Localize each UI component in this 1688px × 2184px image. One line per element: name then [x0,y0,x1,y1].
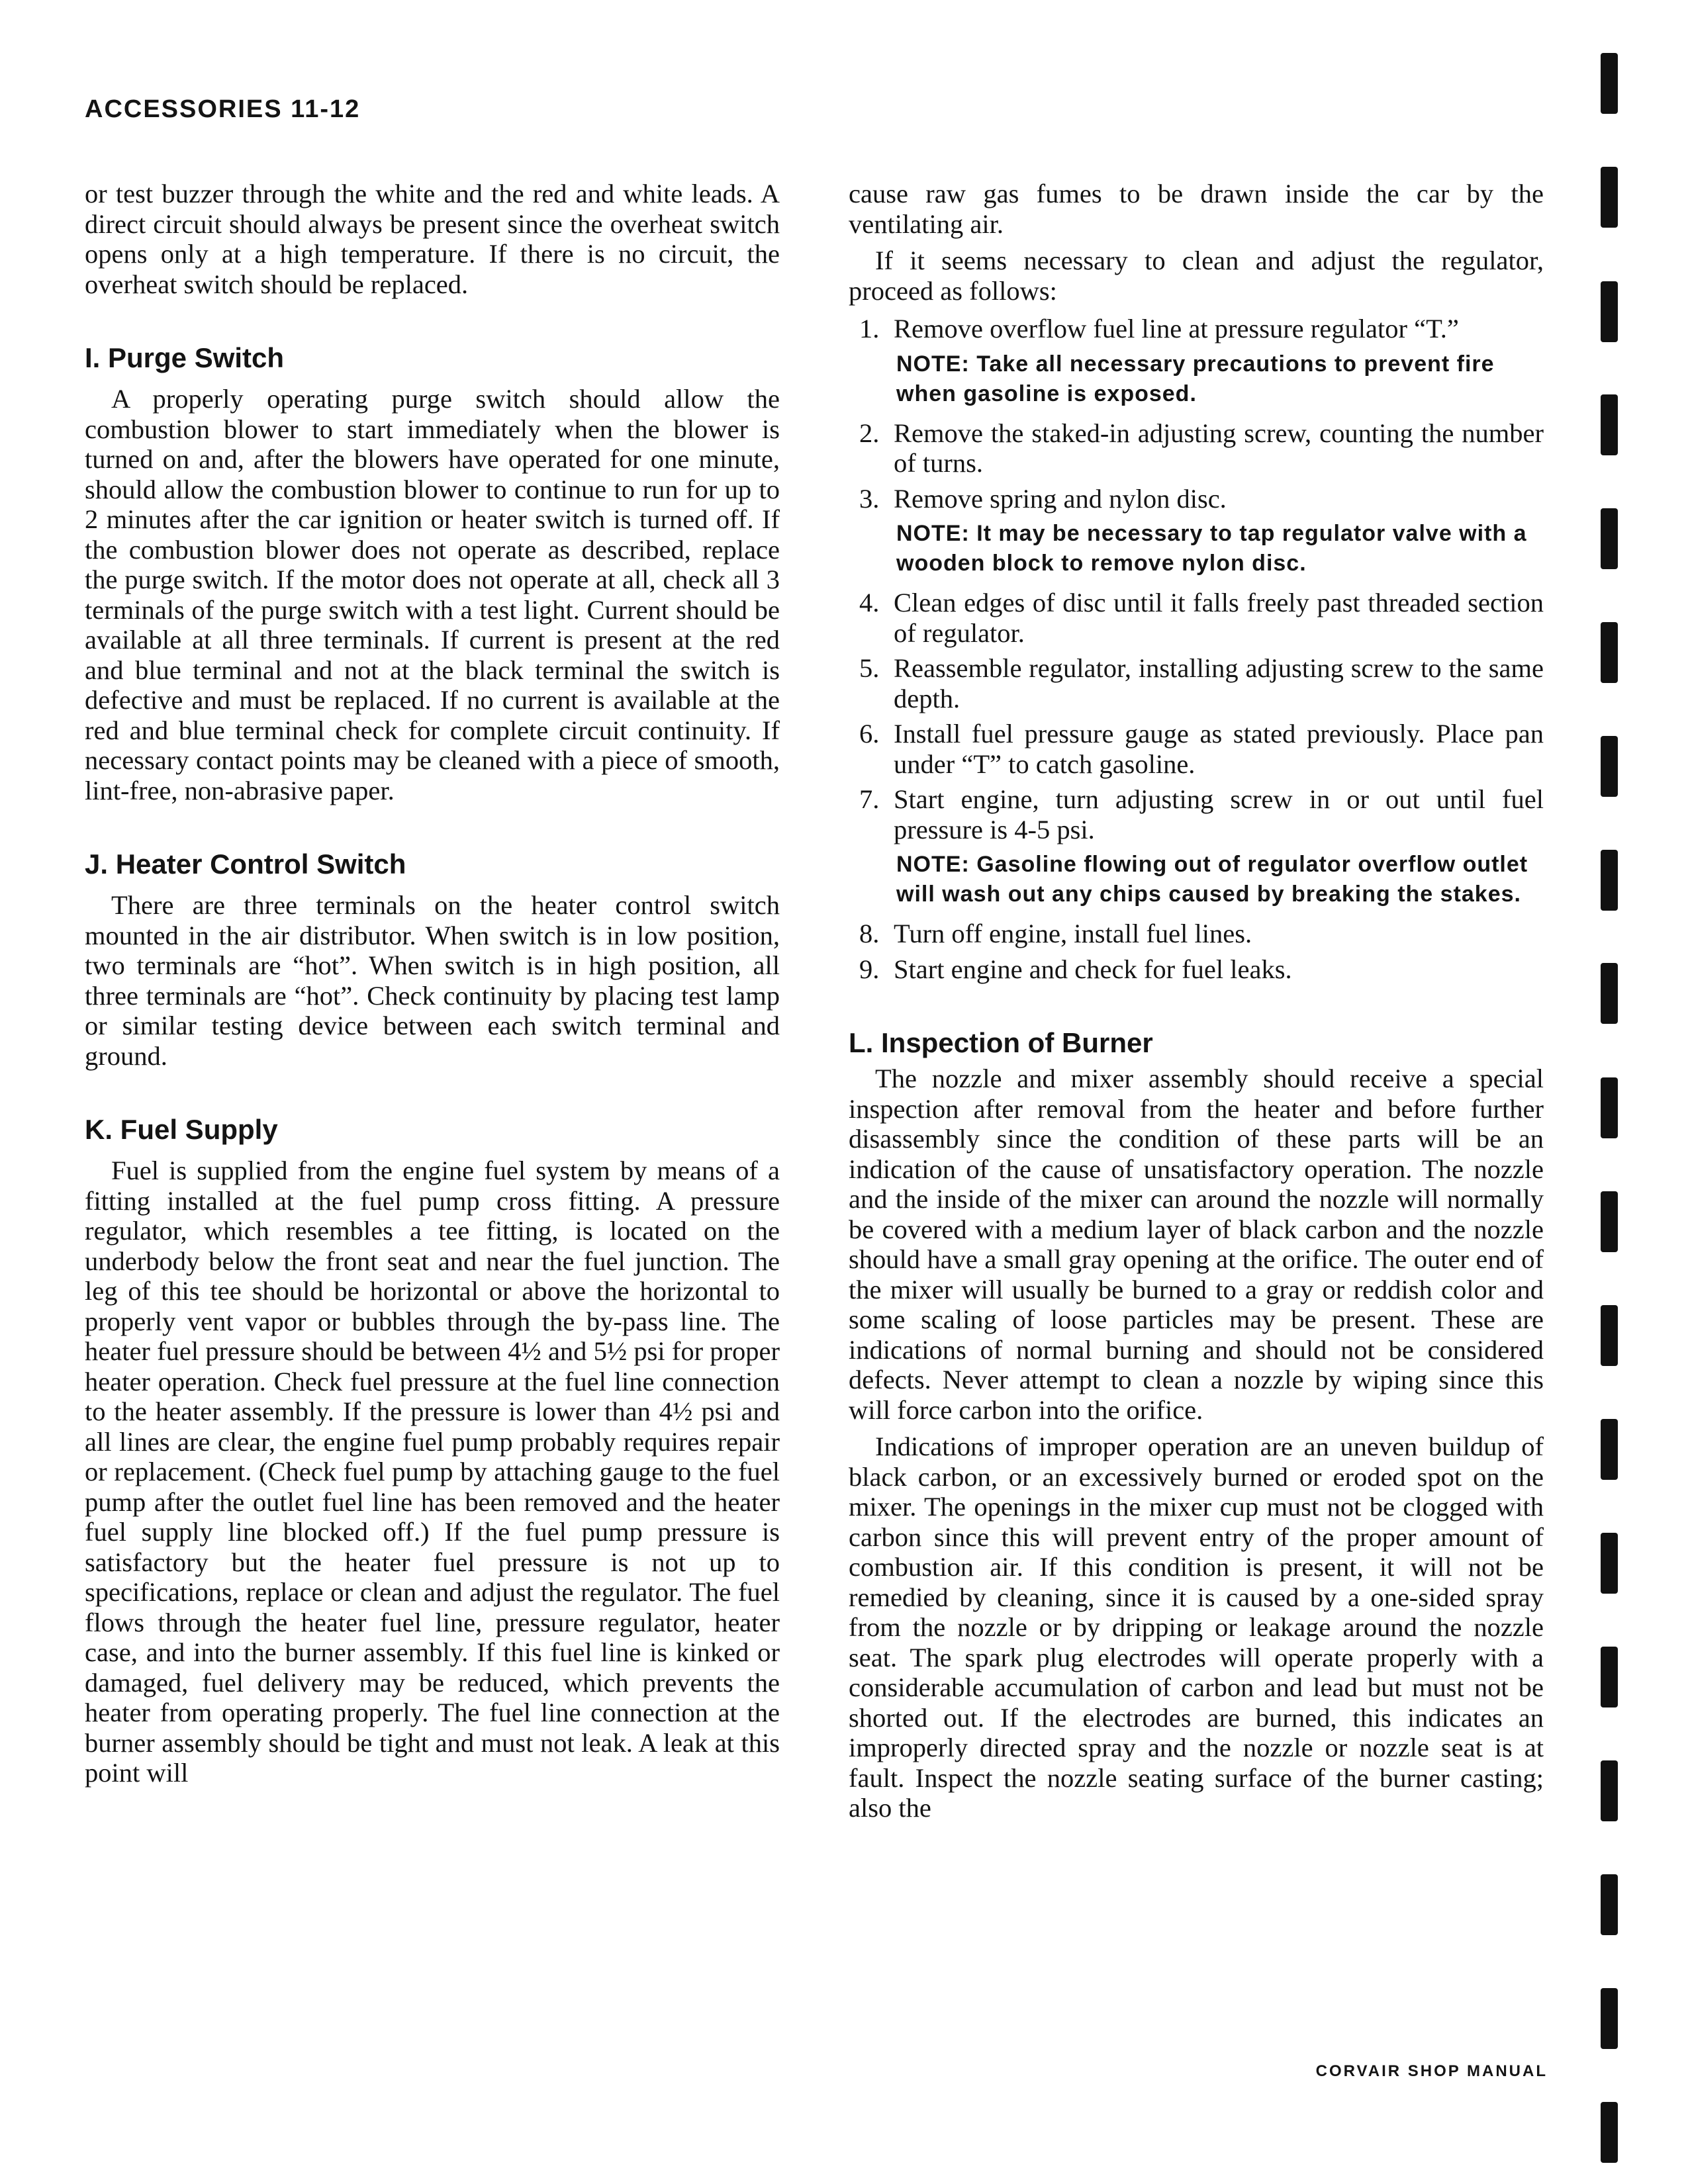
section-heading-heater-control-switch: J. Heater Control Switch [85,848,406,880]
revision-bar [1601,850,1618,911]
inspection-paragraph-2: Indications of improper operation are an uneven buildup of black carbon, or an excessively burned or eroded spot on the mixer. The openings in the mixer cup must not be clogged with carbon since this will prevent entry of the proper amount of combustion air. If this condition is present, it will not be remedied by cleaning, since it is caused by a one-sided spray from the nozzle or by dripping or leakage around the nozzle seat. The spark plug electrodes will operate properly with a considerable accumulation of carbon and lead but must not be shorted out. If the electrodes are burned, this indicates an improperly directed spray and the nozzle or nozzle seat is at fault. Inspect the nozzle seating surface of the burner casting; also the [849,1432,1544,1823]
step-text: Turn off engine, install fuel lines. [894,919,1252,948]
revision-bar [1601,1874,1618,1935]
step-note: NOTE: Take all necessary precautions to prevent fire when gasoline is exposed. [896,351,1495,406]
revision-bar [1601,508,1618,569]
revision-bar [1601,2102,1618,2163]
step-text: Install fuel pressure gauge as stated previously. Place pan under “T” to catch gasoline. [894,719,1544,779]
procedure-step [849,484,1544,514]
revision-bar [1601,167,1618,228]
procedure-step [849,588,1544,648]
step-text: Start engine and check for fuel leaks. [894,954,1292,984]
step-number: 3. [859,483,880,514]
step-number: 2. [859,418,880,448]
step-text: Start engine, turn adjusting screw in or out until fuel pressure is 4-5 psi. [894,784,1544,844]
inspection-paragraph-1: The nozzle and mixer assembly should receive a special inspection after removal from the heater and before further disassembly since the condition of these parts will be an indication of the cause of unsatisfactory operation. The nozzle and the inside of the mixer can around the nozzle will normally be covered with a medium layer of black carbon and the nozzle should have a small gray opening at the orifice. The outer end of the mixer will usually be burned to a gray or reddish color and some scaling of loose particles may be present. These are indications of normal burning and should not be considered defects. Never attempt to clean a nozzle by wiping since this will force carbon into the orifice. [849,1064,1544,1425]
revision-bar [1601,53,1618,114]
section-heading-fuel-supply: K. Fuel Supply [85,1114,278,1145]
procedure-step [849,653,1544,713]
step-text: Remove spring and nylon disc. [894,483,1227,514]
procedure-steps [849,314,1544,984]
revision-bar [1601,1419,1618,1480]
step-text: Clean edges of disc until it falls freely past threaded section of regulator. [894,588,1544,648]
procedure-step [849,954,1544,985]
step-number: 1. [859,314,880,343]
step-number: 4. [859,588,880,617]
section-heading-inspection-of-burner: L. Inspection of Burner [849,1027,1153,1058]
revision-bar [1601,1647,1618,1707]
revision-bar [1601,736,1618,797]
step-number: 7. [859,784,880,814]
step-text: Remove overflow fuel line at pressure regulator “T.” [894,314,1459,343]
revision-bar [1601,963,1618,1024]
revision-bar [1601,394,1618,455]
revision-bar [1601,622,1618,683]
revision-bar [1601,1533,1618,1594]
footer-manual-title: CORVAIR SHOP MANUAL [1315,2062,1548,2080]
step-text: Remove the staked-in adjusting screw, counting the number of turns. [894,418,1544,478]
page-header: ACCESSORIES 11-12 [85,95,361,123]
revision-bar [1601,281,1618,342]
section-heading-purge-switch: I. Purge Switch [85,342,285,373]
revision-bar [1601,1988,1618,2049]
revision-bar [1601,1077,1618,1138]
intro-paragraph: or test buzzer through the white and the red and white leads. A direct circuit should always be present since the overheat switch opens only at a high temperature. If there is no circuit, the overheat switch should be replaced. [85,179,780,299]
right-column [849,179,1544,1823]
step-note: NOTE: It may be necessary to tap regulator valve with a wooden block to remove nylon disc. [896,521,1527,576]
step-number: 6. [859,719,880,749]
procedure-step [849,784,1544,844]
procedure-step [849,719,1544,779]
continuation-paragraph: cause raw gas fumes to be drawn inside the car by the ventilating air. [849,179,1544,239]
procedure-step [849,314,1544,344]
revision-bar [1601,1760,1618,1821]
step-note: NOTE: Gasoline flowing out of regulator overflow outlet will wash out any chips caused by breaking the stakes. [896,852,1528,907]
revision-bar [1601,1305,1618,1366]
procedure-step [849,919,1544,949]
fuel-supply-paragraph: Fuel is supplied from the engine fuel system by means of a fitting installed at the fuel pump cross fitting. A pressure regulator, which resembles a tee fitting, is located on the underbody below the front seat and near the fuel junction. The leg of this tee should be horizontal or above the horizontal to properly vent vapor or bubbles through the by-pass line. The heater fuel pressure should be between 4½ and 5½ psi for proper heater operation. Check fuel pressure at the fuel line connection to the heater assembly. If the pressure is lower than 4½ psi and all lines are clear, the engine fuel pump probably requires repair or replacement. (Check fuel pump by attaching gauge to the fuel pump after the outlet fuel line has been removed and the heater fuel supply line blocked off.) If the fuel pump pressure is satisfactory but the heater fuel pressure is not up to specifications, replace or clean and adjust the regulator. The fuel flows through the heater fuel line, pressure regulator, heater case, and into the burner assembly. If this fuel line is kinked or damaged, fuel delivery may be reduced, which prevents the heater from operating properly. The fuel line connection at the burner assembly should be tight and must not leak. A leak at this point will [85,1156,780,1788]
left-column [85,179,780,1788]
revision-bar [1601,1191,1618,1252]
step-number: 8. [859,919,880,948]
procedure-intro-paragraph: If it seems necessary to clean and adjust the regulator, proceed as follows: [849,246,1544,306]
heater-control-switch-paragraph: There are three terminals on the heater control switch mounted in the air distributor. When switch is in low position, two terminals are “hot”. When switch is in high position, all three terminals are “hot”. Check continuity by placing test lamp or similar testing device between each switch terminal and ground. [85,890,780,1071]
step-number: 9. [859,954,880,984]
step-text: Reassemble regulator, installing adjusting screw to the same depth. [894,653,1544,713]
step-number: 5. [859,653,880,683]
procedure-step [849,418,1544,478]
purge-switch-paragraph: A properly operating purge switch should allow the combustion blower to start immediately when the blower is turned on and, after the blowers have operated for one minute, should allow the combustion blower to continue to run for up to 2 minutes after the car ignition or heater switch is turned off. If the combustion blower does not operate as described, replace the purge switch. If the motor does not operate at all, check all 3 terminals of the purge switch with a test light. Current should be available at all three terminals. If current is present at the red and blue terminal and not at the black terminal the switch is defective and must be replaced. If no current is available at the red and blue terminal check for complete circuit continuity. If necessary contact points may be cleaned with a piece of smooth, lint-free, non-abrasive paper. [85,384,780,805]
